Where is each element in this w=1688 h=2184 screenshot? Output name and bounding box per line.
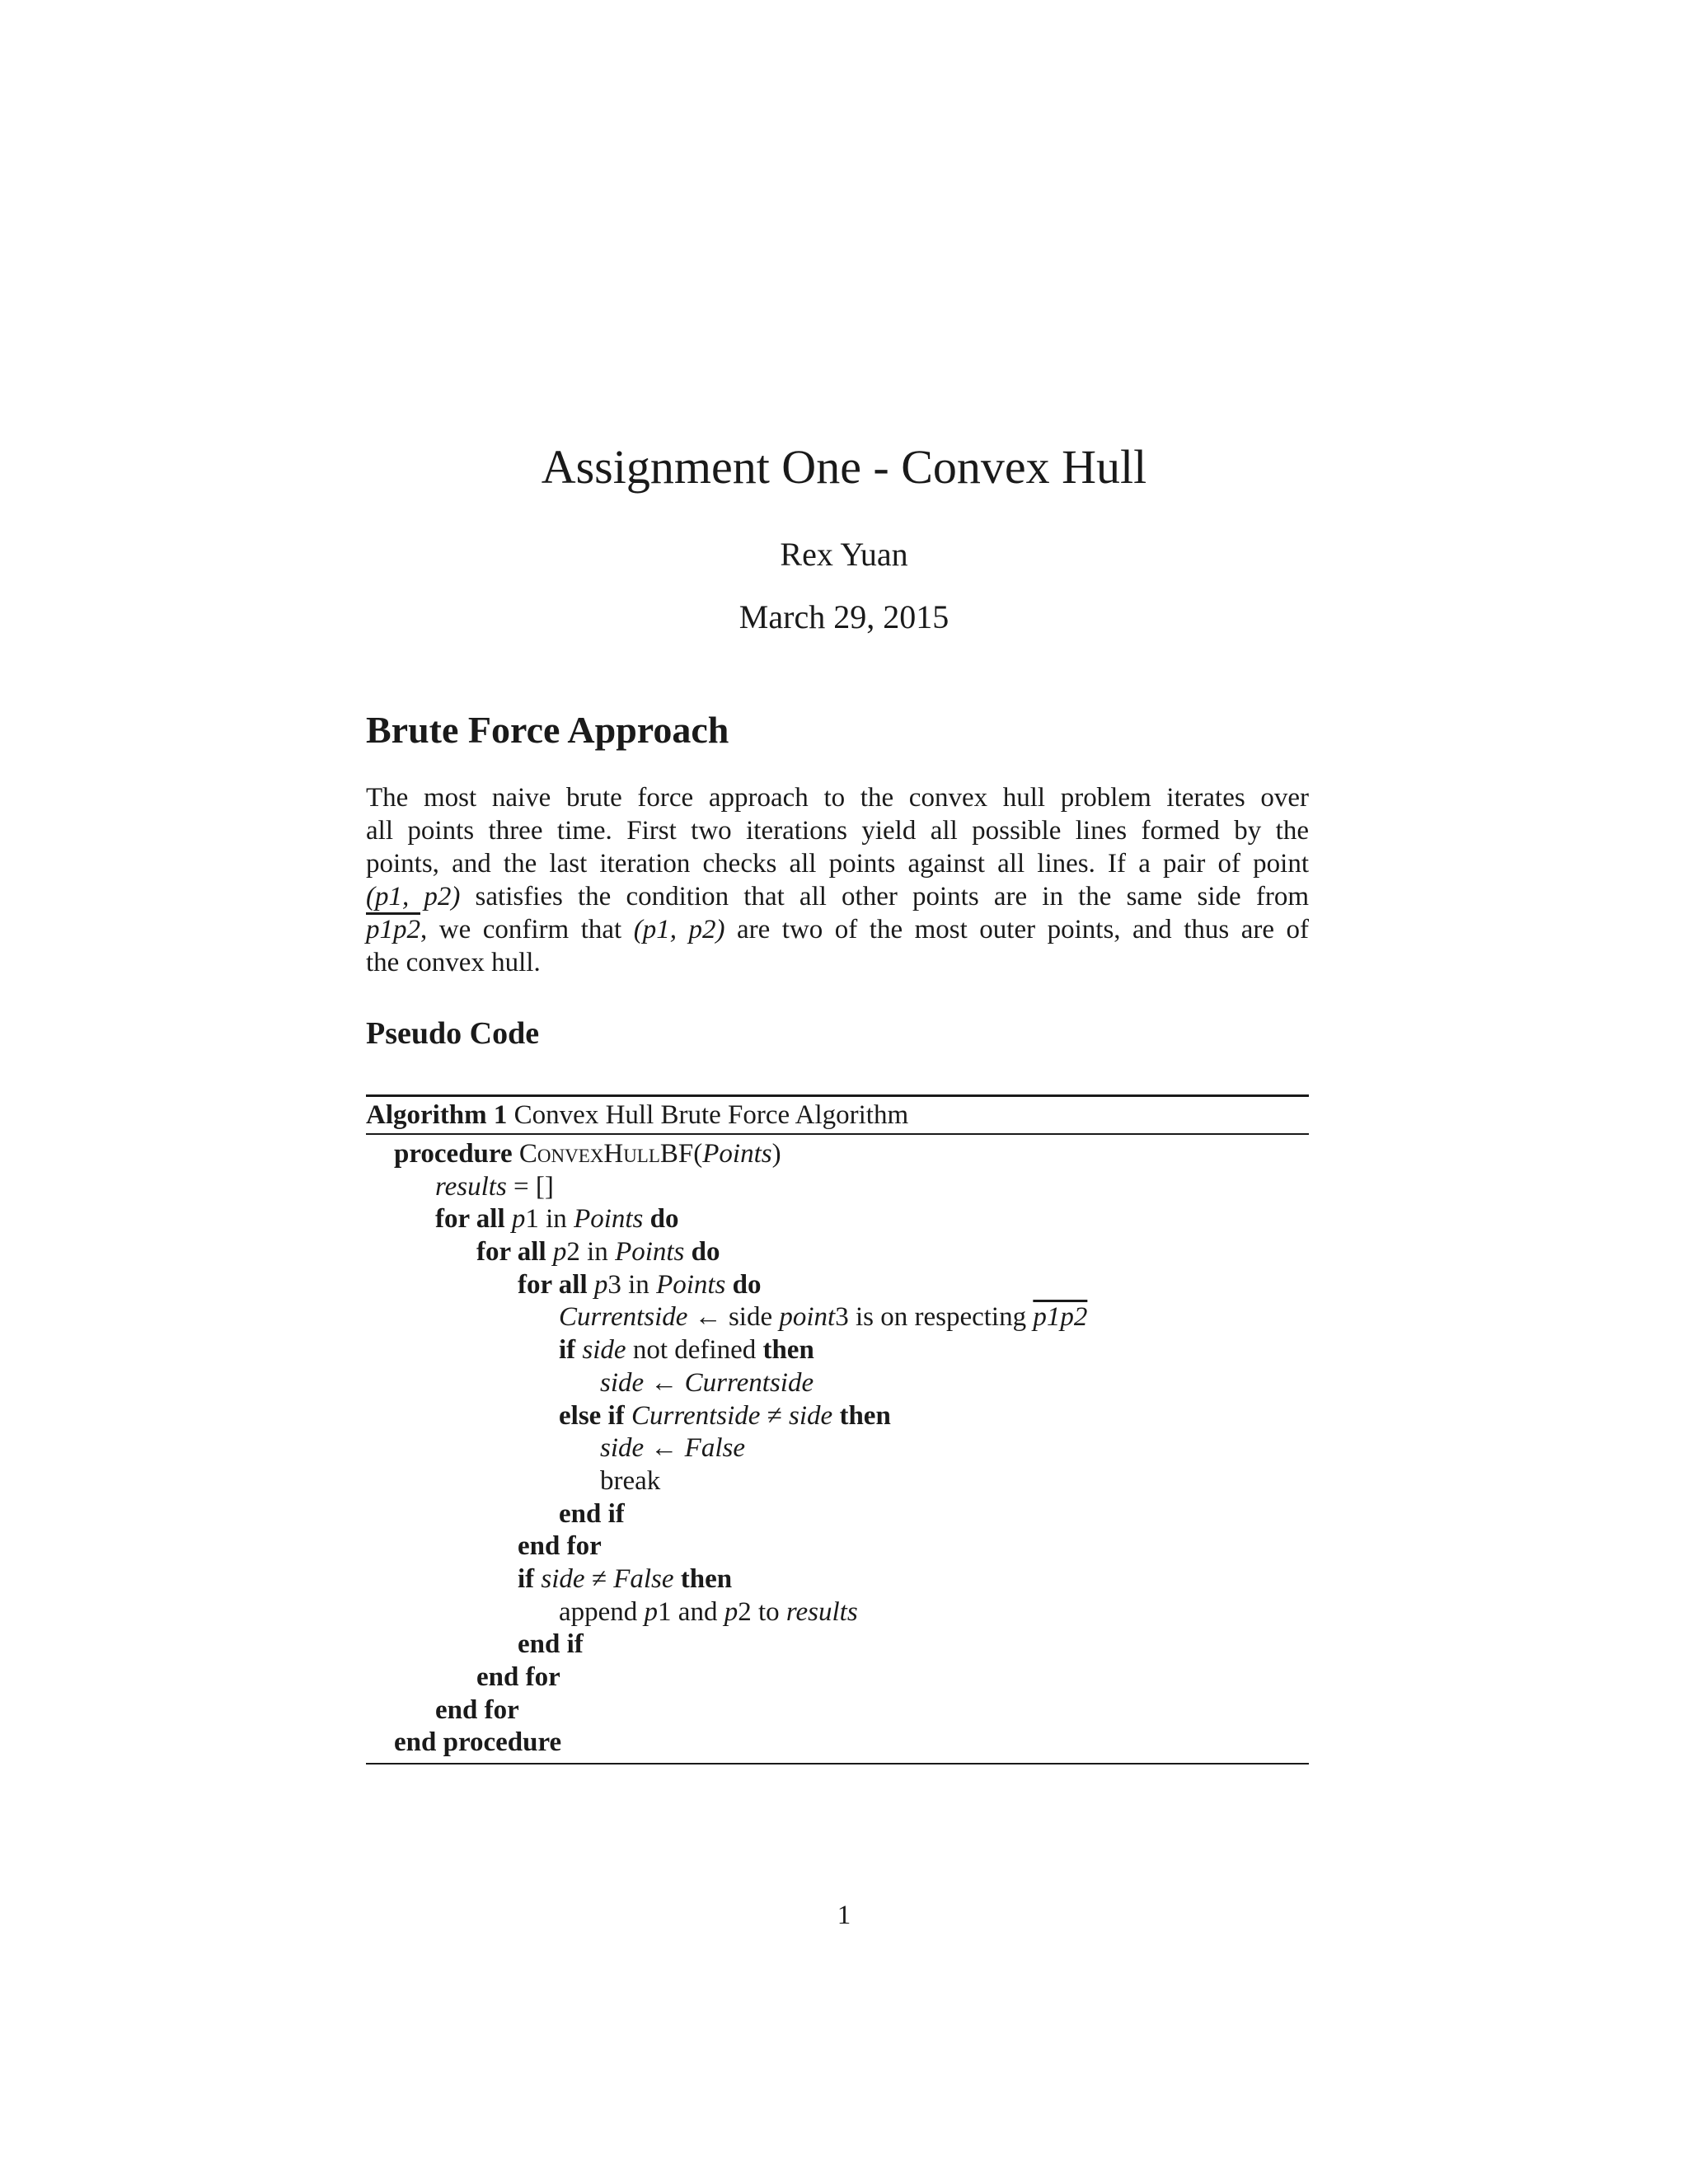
algorithm-text: append [559, 1596, 645, 1627]
algorithm-text: break [600, 1465, 661, 1496]
algorithm-text: 1 and [658, 1596, 724, 1627]
algorithm-text: ( [693, 1139, 703, 1169]
algorithm-variable: Currentside [559, 1302, 688, 1333]
algorithm-line [366, 1465, 1309, 1498]
algorithm-line [366, 1432, 1309, 1465]
math-pair: (p1, p2) [366, 882, 461, 912]
algorithm-line [366, 1694, 1309, 1727]
algorithm-variable: Currentside [631, 1400, 761, 1431]
algorithm-keyword: procedure [394, 1139, 513, 1169]
algorithm-text: 3 in [607, 1269, 657, 1300]
algorithm-keyword: for all [518, 1269, 588, 1300]
algorithm-variable: p [724, 1596, 738, 1627]
paragraph-line: points, and the last iteration checks all points against all lines. If a pair of point [366, 849, 1309, 879]
algorithm-keyword: do [691, 1237, 720, 1268]
algorithm-text [513, 1139, 519, 1169]
algorithm-keyword: then [839, 1400, 891, 1431]
algorithm-line [366, 1661, 1309, 1694]
algorithm-variable: False [684, 1433, 745, 1464]
paragraph-line: The most naive brute force approach to the convex hull problem iterates over [366, 783, 1309, 813]
algorithm-variable: side [541, 1563, 585, 1594]
algorithm-keyword: end for [476, 1662, 560, 1692]
algorithm-variable: results [435, 1171, 507, 1202]
algorithm-variable: side [582, 1335, 626, 1366]
paragraph-line: p1p2, we confirm that (p1, p2) are two of the most outer points, and thus are of [366, 915, 1309, 944]
algorithm-keyword: then [762, 1335, 814, 1366]
algorithm-text: = [] [506, 1171, 554, 1202]
algorithm-text [625, 1401, 631, 1431]
algorithm-line [366, 1138, 1309, 1171]
algorithm-text: ≠ [584, 1563, 614, 1594]
algorithm-keyword: end if [518, 1629, 584, 1660]
math-segment: p1p2 [366, 915, 420, 944]
algorithm-line [366, 1563, 1309, 1596]
section-paragraph [366, 781, 1309, 979]
algorithm-line [366, 1203, 1309, 1236]
algorithm-text: ) [771, 1139, 781, 1169]
page-number: 1 [837, 1900, 851, 1930]
algorithm-line [366, 1596, 1309, 1629]
algorithm-keyword: end for [518, 1531, 602, 1562]
algorithm-keyword: end procedure [394, 1727, 562, 1758]
algorithm-keyword: then [680, 1563, 733, 1594]
algorithm-text: ← [644, 1433, 685, 1464]
algorithm-variable: p [552, 1237, 567, 1268]
algorithm-keyword: end if [559, 1498, 625, 1529]
algorithm-line [366, 1269, 1309, 1302]
algorithm-variable: Points [574, 1204, 644, 1235]
algorithm-keyword: if [518, 1563, 535, 1594]
algorithm-text: not defined [626, 1335, 763, 1366]
algorithm-label: Algorithm 1 [366, 1100, 508, 1130]
algorithm-line [366, 1400, 1309, 1433]
document-author: Rex Yuan [780, 536, 908, 573]
algorithm-variable: False [613, 1563, 674, 1594]
algorithm-keyword: do [732, 1269, 762, 1300]
algorithm-text [674, 1564, 681, 1594]
algorithm-variable: Points [656, 1269, 726, 1300]
algorithm-line [366, 1530, 1309, 1563]
algorithm-text: ← side [687, 1302, 780, 1333]
algorithm-text: 2 in [566, 1237, 616, 1268]
algorithm-text [684, 1237, 691, 1267]
algorithm-procedure-name: ConvexHullBF [518, 1139, 694, 1169]
algorithm-text: 2 to [738, 1596, 786, 1627]
algorithm-line [366, 1236, 1309, 1269]
algorithm-line [366, 1301, 1309, 1334]
paragraph-line: all points three time. First two iterations yield all possible lines formed by the [366, 816, 1309, 846]
algorithm-bottom-rule [366, 1763, 1309, 1765]
algorithm-line [366, 1367, 1309, 1400]
math-pair: (p1, p2) [633, 915, 725, 944]
algorithm-text [546, 1237, 553, 1267]
algorithm-variable: p [593, 1269, 608, 1300]
paragraph-line: the convex hull. [366, 948, 541, 977]
algorithm-variable: side [789, 1400, 833, 1431]
algorithm-variable: point [779, 1302, 836, 1333]
algorithm-variable: Points [702, 1139, 772, 1169]
algorithm-caption [366, 1097, 1309, 1133]
algorithm-text [643, 1204, 649, 1234]
algorithm-block [366, 1094, 1309, 1765]
algorithm-body [366, 1135, 1309, 1763]
algorithm-text [725, 1270, 732, 1300]
algorithm-text [588, 1270, 594, 1300]
algorithm-keyword: if [559, 1335, 576, 1366]
algorithm-line [366, 1629, 1309, 1661]
algorithm-line [366, 1171, 1309, 1204]
document-date: March 29, 2015 [738, 598, 950, 635]
algorithm-variable: p [644, 1596, 659, 1627]
algorithm-variable: p1p2 [1033, 1302, 1088, 1333]
algorithm-text: 1 in [525, 1204, 574, 1235]
algorithm-caption-text: Convex Hull Brute Force Algorithm [513, 1100, 909, 1130]
algorithm-text: ≠ [760, 1400, 790, 1431]
algorithm-variable: p [511, 1204, 526, 1235]
algorithm-keyword: else if [559, 1400, 625, 1431]
algorithm-line [366, 1727, 1309, 1760]
document-title: Assignment One - Convex Hull [541, 440, 1147, 494]
algorithm-line [366, 1334, 1309, 1367]
algorithm-variable: results [785, 1596, 858, 1627]
algorithm-text [505, 1204, 512, 1234]
algorithm-variable: Currentside [684, 1367, 814, 1398]
algorithm-keyword: end for [435, 1694, 519, 1725]
algorithm-variable: side [600, 1433, 645, 1464]
algorithm-keyword: for all [435, 1204, 505, 1235]
paragraph-line: (p1, p2) satisfies the condition that all other points are in the same side from [366, 882, 1309, 912]
algorithm-keyword: for all [476, 1237, 546, 1268]
subsection-heading: Pseudo Code [366, 1016, 540, 1051]
section-heading: Brute Force Approach [366, 709, 729, 751]
algorithm-text: 3 is on respecting [835, 1302, 1034, 1333]
algorithm-variable: Points [615, 1237, 685, 1268]
algorithm-variable: side [600, 1367, 645, 1398]
algorithm-line [366, 1498, 1309, 1531]
algorithm-keyword: do [649, 1204, 679, 1235]
algorithm-text: ← [644, 1367, 685, 1398]
